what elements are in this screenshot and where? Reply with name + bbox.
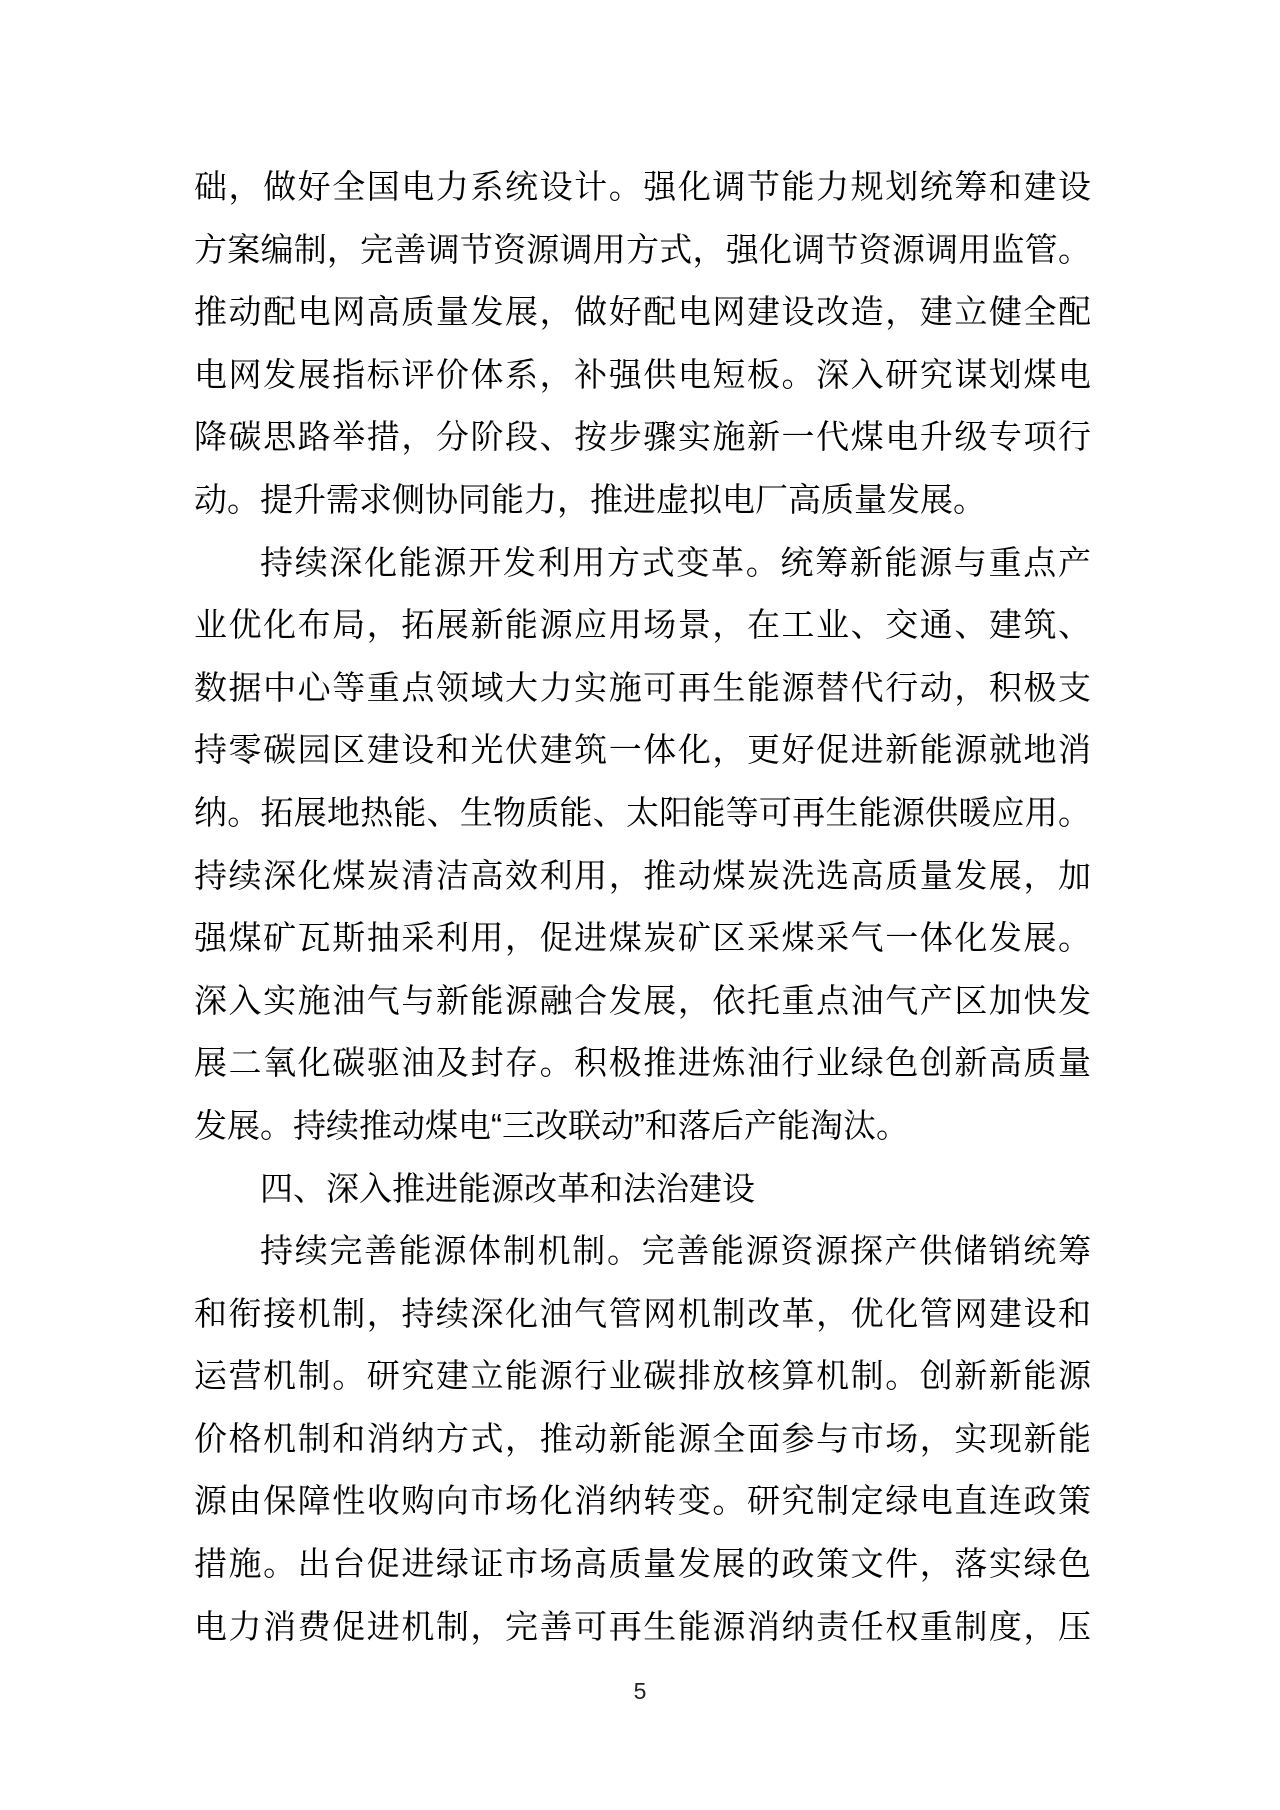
paragraph [194, 156, 1091, 532]
text-line: 强煤矿瓦斯抽采利用，促进煤炭矿区采煤采气一体化发展。 [194, 919, 1091, 957]
text-line: 业优化布局，拓展新能源应用场景，在工业、交通、建筑、 [194, 606, 1091, 644]
text-line: 推动配电网高质量发展，做好配电网建设改造，建立健全配 [194, 293, 1091, 331]
text-line: 持续完善能源体制机制。完善能源资源探产供储销统筹 [260, 1232, 1091, 1270]
text-line: 四、深入推进能源改革和法治建设 [260, 1169, 755, 1207]
text-line: 电网发展指标评价体系，补强供电短板。深入研究谋划煤电 [194, 355, 1091, 393]
page-body [194, 156, 1091, 1658]
text-line: 深入实施油气与新能源融合发展，依托重点油气产区加快发 [194, 981, 1091, 1019]
text-line: 电力消费促进机制，完善可再生能源消纳责任权重制度，压 [194, 1607, 1091, 1645]
page-number: 5 [633, 1678, 647, 1704]
text-line: 数据中心等重点领域大力实施可再生能源替代行动，积极支 [194, 668, 1091, 706]
text-line: 纳。拓展地热能、生物质能、太阳能等可再生能源供暖应用。 [194, 793, 1091, 831]
text-line: 源由保障性收购向市场化消纳转变。研究制定绿电直连政策 [194, 1482, 1091, 1520]
text-line: 展二氧化碳驱油及封存。积极推进炼油行业绿色创新高质量 [194, 1044, 1091, 1082]
text-line: 持续深化煤炭清洁高效利用，推动煤炭洗选高质量发展，加 [194, 856, 1091, 894]
text-line: 础，做好全国电力系统设计。强化调节能力规划统筹和建设 [194, 168, 1091, 205]
text-line: 持零碳园区建设和光伏建筑一体化，更好促进新能源就地消 [194, 731, 1091, 769]
text-line: 动。提升需求侧协同能力，推进虚拟电厂高质量发展。 [194, 480, 986, 518]
text-line: 措施。出台促进绿证市场高质量发展的政策文件，落实绿色 [194, 1545, 1091, 1583]
text-line: 运营机制。研究建立能源行业碳排放核算机制。创新新能源 [194, 1357, 1091, 1395]
paragraph [194, 532, 1091, 1158]
text-line: 降碳思路举措，分阶段、按步骤实施新一代煤电升级专项行 [194, 418, 1091, 456]
text-line: 持续深化能源开发利用方式变革。统筹新能源与重点产 [260, 543, 1091, 581]
section-heading [194, 1158, 1091, 1221]
paragraph [194, 1220, 1091, 1658]
text-line: 和衔接机制，持续深化油气管网机制改革，优化管网建设和 [194, 1294, 1091, 1332]
text-line: 价格机制和消纳方式，推动新能源全面参与市场，实现新能 [194, 1419, 1091, 1457]
text-line: 发展。持续推动煤电“三改联动”和落后产能淘汰。 [194, 1106, 909, 1144]
text-line: 方案编制，完善调节资源调用方式，强化调节资源调用监管。 [194, 230, 1091, 268]
